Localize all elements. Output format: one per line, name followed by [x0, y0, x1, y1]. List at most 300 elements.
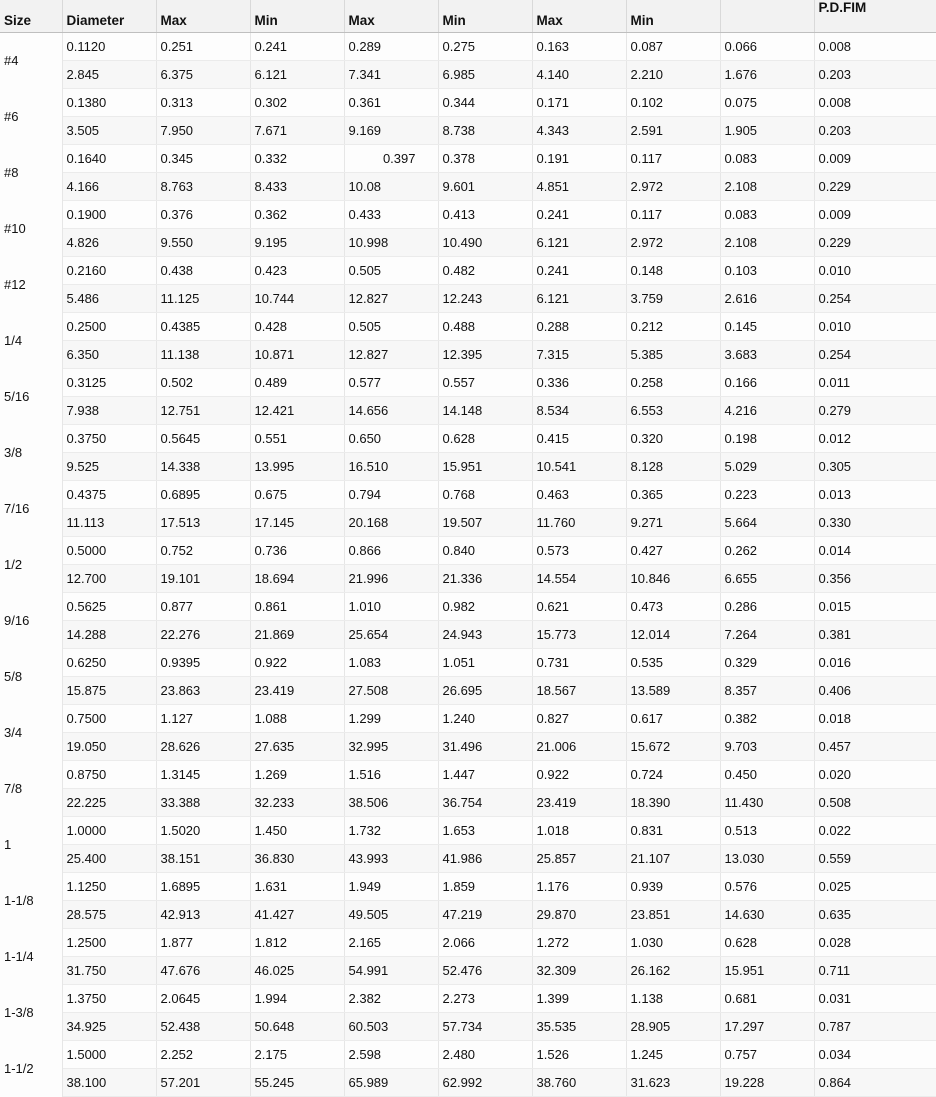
cell-mm-value: 32.233 [250, 789, 344, 817]
cell-mm-value: 0.406 [814, 677, 936, 705]
table-row [0, 285, 936, 313]
table-row [0, 677, 936, 705]
cell-inch-value: 0.415 [532, 425, 626, 453]
table-row [0, 761, 936, 789]
cell-inch-value: 0.576 [720, 873, 814, 901]
cell-mm-value: 55.245 [250, 1069, 344, 1097]
cell-inch-value: 1.399 [532, 985, 626, 1013]
cell-inch-value: 0.557 [438, 369, 532, 397]
cell-mm-value: 16.510 [344, 453, 438, 481]
cell-mm-value: 6.121 [532, 285, 626, 313]
cell-mm-value: 27.635 [250, 733, 344, 761]
cell-mm-value: 14.656 [344, 397, 438, 425]
column-header-diameter: Diameter [62, 0, 156, 33]
column-header-blank [720, 0, 814, 33]
cell-inch-value: 2.0645 [156, 985, 250, 1013]
cell-inch-value: 0.016 [814, 649, 936, 677]
cell-inch-value: 0.1120 [62, 33, 156, 61]
cell-mm-value: 0.229 [814, 173, 936, 201]
cell-inch-value: 1.299 [344, 705, 438, 733]
cell-inch-value: 1.083 [344, 649, 438, 677]
cell-size: 1 [0, 817, 62, 873]
table-row [0, 621, 936, 649]
table-row [0, 61, 936, 89]
cell-mm-value: 21.107 [626, 845, 720, 873]
cell-mm-value: 2.972 [626, 229, 720, 257]
cell-mm-value: 42.913 [156, 901, 250, 929]
cell-size: 3/8 [0, 425, 62, 481]
cell-inch-value: 0.621 [532, 593, 626, 621]
cell-inch-value: 0.3125 [62, 369, 156, 397]
column-header-pd-fim: P.D.FIM [814, 0, 936, 33]
cell-mm-value: 3.759 [626, 285, 720, 313]
cell-mm-value: 5.029 [720, 453, 814, 481]
cell-inch-value: 0.551 [250, 425, 344, 453]
cell-mm-value: 6.350 [62, 341, 156, 369]
cell-mm-value: 19.507 [438, 509, 532, 537]
column-header-max-1: Max [156, 0, 250, 33]
cell-inch-value: 0.6250 [62, 649, 156, 677]
cell-inch-value: 0.320 [626, 425, 720, 453]
cell-inch-value: 0.4375 [62, 481, 156, 509]
cell-mm-value: 7.341 [344, 61, 438, 89]
cell-inch-value: 0.827 [532, 705, 626, 733]
cell-inch-value: 0.034 [814, 1041, 936, 1069]
table-row [0, 397, 936, 425]
cell-size: 1-3/8 [0, 985, 62, 1041]
cell-mm-value: 5.664 [720, 509, 814, 537]
cell-inch-value: 2.252 [156, 1041, 250, 1069]
column-header-max-3: Max [532, 0, 626, 33]
cell-mm-value: 9.169 [344, 117, 438, 145]
cell-mm-value: 7.950 [156, 117, 250, 145]
cell-inch-value: 1.859 [438, 873, 532, 901]
cell-mm-value: 4.851 [532, 173, 626, 201]
cell-inch-value: 0.241 [250, 33, 344, 61]
cell-mm-value: 3.505 [62, 117, 156, 145]
cell-mm-value: 6.985 [438, 61, 532, 89]
cell-mm-value: 31.750 [62, 957, 156, 985]
table-row [0, 1013, 936, 1041]
cell-inch-value: 0.628 [438, 425, 532, 453]
cell-mm-value: 0.635 [814, 901, 936, 929]
cell-inch-value: 2.175 [250, 1041, 344, 1069]
cell-inch-value: 0.011 [814, 369, 936, 397]
cell-inch-value: 0.166 [720, 369, 814, 397]
cell-inch-value: 0.768 [438, 481, 532, 509]
cell-inch-value: 0.675 [250, 481, 344, 509]
cell-inch-value: 0.103 [720, 257, 814, 285]
cell-inch-value: 0.397 [344, 145, 438, 173]
cell-size: #12 [0, 257, 62, 313]
cell-mm-value: 15.951 [438, 453, 532, 481]
cell-inch-value: 0.365 [626, 481, 720, 509]
cell-inch-value: 1.631 [250, 873, 344, 901]
cell-inch-value: 0.008 [814, 89, 936, 117]
cell-mm-value: 5.385 [626, 341, 720, 369]
cell-mm-value: 0.711 [814, 957, 936, 985]
cell-inch-value: 2.382 [344, 985, 438, 1013]
cell-inch-value: 0.831 [626, 817, 720, 845]
table-row [0, 117, 936, 145]
cell-mm-value: 36.830 [250, 845, 344, 873]
cell-mm-value: 52.476 [438, 957, 532, 985]
cell-mm-value: 31.496 [438, 733, 532, 761]
cell-inch-value: 0.617 [626, 705, 720, 733]
cell-inch-value: 0.275 [438, 33, 532, 61]
cell-mm-value: 23.851 [626, 901, 720, 929]
cell-mm-value: 8.433 [250, 173, 344, 201]
cell-mm-value: 18.390 [626, 789, 720, 817]
table-header [0, 0, 936, 33]
cell-size: #4 [0, 33, 62, 89]
cell-inch-value: 0.577 [344, 369, 438, 397]
cell-inch-value: 0.428 [250, 313, 344, 341]
cell-mm-value: 14.338 [156, 453, 250, 481]
cell-size: 7/16 [0, 481, 62, 537]
cell-mm-value: 2.108 [720, 229, 814, 257]
cell-inch-value: 0.117 [626, 201, 720, 229]
cell-inch-value: 0.087 [626, 33, 720, 61]
cell-mm-value: 38.760 [532, 1069, 626, 1097]
cell-mm-value: 57.201 [156, 1069, 250, 1097]
cell-inch-value: 0.251 [156, 33, 250, 61]
cell-size: #8 [0, 145, 62, 201]
cell-inch-value: 0.423 [250, 257, 344, 285]
cell-mm-value: 32.309 [532, 957, 626, 985]
cell-inch-value: 2.273 [438, 985, 532, 1013]
cell-mm-value: 9.703 [720, 733, 814, 761]
cell-mm-value: 62.992 [438, 1069, 532, 1097]
cell-mm-value: 4.826 [62, 229, 156, 257]
cell-inch-value: 0.262 [720, 537, 814, 565]
cell-mm-value: 34.925 [62, 1013, 156, 1041]
table-body [0, 33, 936, 1097]
cell-inch-value: 0.5625 [62, 593, 156, 621]
cell-mm-value: 11.430 [720, 789, 814, 817]
cell-inch-value: 0.866 [344, 537, 438, 565]
cell-inch-value: 0.015 [814, 593, 936, 621]
cell-mm-value: 4.216 [720, 397, 814, 425]
header-row [0, 0, 936, 33]
cell-mm-value: 19.101 [156, 565, 250, 593]
column-header-min-2: Min [438, 0, 532, 33]
cell-mm-value: 15.773 [532, 621, 626, 649]
cell-inch-value: 0.505 [344, 257, 438, 285]
cell-inch-value: 0.438 [156, 257, 250, 285]
cell-mm-value: 21.006 [532, 733, 626, 761]
table-row [0, 229, 936, 257]
cell-inch-value: 1.030 [626, 929, 720, 957]
cell-inch-value: 1.269 [250, 761, 344, 789]
cell-mm-value: 60.503 [344, 1013, 438, 1041]
cell-inch-value: 0.102 [626, 89, 720, 117]
cell-mm-value: 43.993 [344, 845, 438, 873]
cell-inch-value: 1.018 [532, 817, 626, 845]
cell-mm-value: 13.030 [720, 845, 814, 873]
cell-inch-value: 0.010 [814, 313, 936, 341]
cell-inch-value: 0.223 [720, 481, 814, 509]
cell-inch-value: 0.433 [344, 201, 438, 229]
cell-mm-value: 28.905 [626, 1013, 720, 1041]
cell-inch-value: 0.286 [720, 593, 814, 621]
column-header-min-3: Min [626, 0, 720, 33]
cell-mm-value: 7.315 [532, 341, 626, 369]
cell-size: 1-1/8 [0, 873, 62, 929]
cell-mm-value: 10.541 [532, 453, 626, 481]
cell-mm-value: 4.140 [532, 61, 626, 89]
cell-mm-value: 0.330 [814, 509, 936, 537]
cell-inch-value: 0.8750 [62, 761, 156, 789]
cell-mm-value: 0.203 [814, 61, 936, 89]
cell-mm-value: 0.305 [814, 453, 936, 481]
cell-inch-value: 1.5000 [62, 1041, 156, 1069]
cell-inch-value: 0.840 [438, 537, 532, 565]
cell-inch-value: 1.653 [438, 817, 532, 845]
cell-mm-value: 33.388 [156, 789, 250, 817]
cell-mm-value: 10.871 [250, 341, 344, 369]
cell-inch-value: 0.681 [720, 985, 814, 1013]
cell-mm-value: 11.125 [156, 285, 250, 313]
cell-mm-value: 31.623 [626, 1069, 720, 1097]
cell-inch-value: 0.6895 [156, 481, 250, 509]
cell-mm-value: 14.554 [532, 565, 626, 593]
cell-mm-value: 38.151 [156, 845, 250, 873]
cell-inch-value: 0.289 [344, 33, 438, 61]
cell-mm-value: 12.827 [344, 285, 438, 313]
cell-inch-value: 0.014 [814, 537, 936, 565]
cell-mm-value: 0.254 [814, 341, 936, 369]
cell-mm-value: 0.559 [814, 845, 936, 873]
cell-inch-value: 1.245 [626, 1041, 720, 1069]
table-row [0, 509, 936, 537]
cell-mm-value: 2.591 [626, 117, 720, 145]
cell-inch-value: 1.877 [156, 929, 250, 957]
cell-inch-value: 0.241 [532, 257, 626, 285]
cell-inch-value: 1.3750 [62, 985, 156, 1013]
cell-mm-value: 47.219 [438, 901, 532, 929]
cell-mm-value: 38.506 [344, 789, 438, 817]
cell-mm-value: 26.162 [626, 957, 720, 985]
cell-mm-value: 5.486 [62, 285, 156, 313]
cell-inch-value: 0.313 [156, 89, 250, 117]
cell-mm-value: 0.229 [814, 229, 936, 257]
table-row [0, 425, 936, 453]
cell-mm-value: 7.264 [720, 621, 814, 649]
cell-mm-value: 6.121 [250, 61, 344, 89]
cell-mm-value: 10.846 [626, 565, 720, 593]
cell-inch-value: 0.336 [532, 369, 626, 397]
cell-inch-value: 0.344 [438, 89, 532, 117]
cell-inch-value: 0.450 [720, 761, 814, 789]
cell-mm-value: 17.145 [250, 509, 344, 537]
table-row [0, 173, 936, 201]
cell-mm-value: 49.505 [344, 901, 438, 929]
cell-inch-value: 1.5020 [156, 817, 250, 845]
cell-inch-value: 0.020 [814, 761, 936, 789]
cell-inch-value: 0.489 [250, 369, 344, 397]
cell-mm-value: 52.438 [156, 1013, 250, 1041]
cell-mm-value: 12.395 [438, 341, 532, 369]
cell-inch-value: 0.488 [438, 313, 532, 341]
cell-mm-value: 7.938 [62, 397, 156, 425]
cell-mm-value: 15.875 [62, 677, 156, 705]
cell-mm-value: 25.400 [62, 845, 156, 873]
cell-inch-value: 1.447 [438, 761, 532, 789]
cell-inch-value: 1.272 [532, 929, 626, 957]
cell-inch-value: 0.513 [720, 817, 814, 845]
cell-inch-value: 0.573 [532, 537, 626, 565]
cell-inch-value: 0.031 [814, 985, 936, 1013]
cell-mm-value: 0.279 [814, 397, 936, 425]
cell-inch-value: 0.198 [720, 425, 814, 453]
cell-inch-value: 0.650 [344, 425, 438, 453]
cell-inch-value: 0.083 [720, 145, 814, 173]
cell-mm-value: 8.738 [438, 117, 532, 145]
cell-mm-value: 18.694 [250, 565, 344, 593]
cell-mm-value: 8.763 [156, 173, 250, 201]
table-row [0, 649, 936, 677]
cell-mm-value: 28.575 [62, 901, 156, 929]
cell-inch-value: 0.482 [438, 257, 532, 285]
cell-inch-value: 1.994 [250, 985, 344, 1013]
cell-mm-value: 41.427 [250, 901, 344, 929]
cell-mm-value: 20.168 [344, 509, 438, 537]
cell-inch-value: 0.2500 [62, 313, 156, 341]
cell-inch-value: 0.013 [814, 481, 936, 509]
cell-inch-value: 0.022 [814, 817, 936, 845]
cell-mm-value: 2.616 [720, 285, 814, 313]
cell-mm-value: 13.995 [250, 453, 344, 481]
cell-inch-value: 0.473 [626, 593, 720, 621]
table-row [0, 705, 936, 733]
table-row [0, 341, 936, 369]
column-header-min-1: Min [250, 0, 344, 33]
cell-mm-value: 25.654 [344, 621, 438, 649]
cell-mm-value: 11.760 [532, 509, 626, 537]
cell-inch-value: 0.1640 [62, 145, 156, 173]
cell-mm-value: 15.951 [720, 957, 814, 985]
cell-inch-value: 0.010 [814, 257, 936, 285]
cell-inch-value: 0.5000 [62, 537, 156, 565]
cell-inch-value: 0.117 [626, 145, 720, 173]
cell-inch-value: 0.008 [814, 33, 936, 61]
cell-mm-value: 26.695 [438, 677, 532, 705]
cell-mm-value: 41.986 [438, 845, 532, 873]
cell-inch-value: 0.302 [250, 89, 344, 117]
cell-inch-value: 0.025 [814, 873, 936, 901]
table-row [0, 817, 936, 845]
cell-mm-value: 28.626 [156, 733, 250, 761]
cell-inch-value: 0.288 [532, 313, 626, 341]
table-row [0, 89, 936, 117]
cell-inch-value: 0.463 [532, 481, 626, 509]
cell-inch-value: 1.949 [344, 873, 438, 901]
cell-inch-value: 0.1900 [62, 201, 156, 229]
cell-inch-value: 0.502 [156, 369, 250, 397]
cell-inch-value: 1.526 [532, 1041, 626, 1069]
cell-inch-value: 1.127 [156, 705, 250, 733]
cell-mm-value: 9.601 [438, 173, 532, 201]
cell-mm-value: 9.525 [62, 453, 156, 481]
cell-mm-value: 36.754 [438, 789, 532, 817]
table-row [0, 733, 936, 761]
cell-inch-value: 0.362 [250, 201, 344, 229]
cell-mm-value: 8.534 [532, 397, 626, 425]
cell-mm-value: 17.513 [156, 509, 250, 537]
cell-mm-value: 0.787 [814, 1013, 936, 1041]
cell-inch-value: 1.6895 [156, 873, 250, 901]
cell-size: 5/8 [0, 649, 62, 705]
cell-mm-value: 21.996 [344, 565, 438, 593]
cell-mm-value: 6.121 [532, 229, 626, 257]
cell-mm-value: 9.195 [250, 229, 344, 257]
cell-inch-value: 1.2500 [62, 929, 156, 957]
cell-inch-value: 0.066 [720, 33, 814, 61]
cell-mm-value: 0.203 [814, 117, 936, 145]
cell-inch-value: 0.505 [344, 313, 438, 341]
cell-inch-value: 1.0000 [62, 817, 156, 845]
cell-inch-value: 0.361 [344, 89, 438, 117]
cell-mm-value: 1.905 [720, 117, 814, 145]
cell-inch-value: 0.332 [250, 145, 344, 173]
cell-mm-value: 2.972 [626, 173, 720, 201]
cell-inch-value: 2.066 [438, 929, 532, 957]
cell-inch-value: 1.732 [344, 817, 438, 845]
cell-inch-value: 0.922 [532, 761, 626, 789]
cell-mm-value: 21.336 [438, 565, 532, 593]
cell-inch-value: 1.516 [344, 761, 438, 789]
cell-mm-value: 12.700 [62, 565, 156, 593]
cell-size: #6 [0, 89, 62, 145]
cell-inch-value: 0.083 [720, 201, 814, 229]
cell-mm-value: 14.288 [62, 621, 156, 649]
cell-inch-value: 0.075 [720, 89, 814, 117]
cell-inch-value: 0.012 [814, 425, 936, 453]
cell-inch-value: 0.752 [156, 537, 250, 565]
cell-mm-value: 19.050 [62, 733, 156, 761]
cell-inch-value: 0.382 [720, 705, 814, 733]
cell-mm-value: 0.356 [814, 565, 936, 593]
cell-mm-value: 65.989 [344, 1069, 438, 1097]
cell-mm-value: 24.943 [438, 621, 532, 649]
cell-mm-value: 11.138 [156, 341, 250, 369]
cell-size: 9/16 [0, 593, 62, 649]
table-row [0, 789, 936, 817]
cell-mm-value: 35.535 [532, 1013, 626, 1041]
cell-mm-value: 29.870 [532, 901, 626, 929]
cell-inch-value: 0.861 [250, 593, 344, 621]
cell-mm-value: 22.225 [62, 789, 156, 817]
cell-inch-value: 0.736 [250, 537, 344, 565]
cell-mm-value: 9.550 [156, 229, 250, 257]
cell-mm-value: 22.276 [156, 621, 250, 649]
table-row [0, 145, 936, 173]
cell-mm-value: 57.734 [438, 1013, 532, 1041]
cell-inch-value: 0.535 [626, 649, 720, 677]
table-row [0, 957, 936, 985]
cell-inch-value: 0.148 [626, 257, 720, 285]
cell-mm-value: 13.589 [626, 677, 720, 705]
cell-inch-value: 0.018 [814, 705, 936, 733]
cell-inch-value: 1.1250 [62, 873, 156, 901]
cell-mm-value: 4.166 [62, 173, 156, 201]
cell-inch-value: 0.376 [156, 201, 250, 229]
cell-inch-value: 0.191 [532, 145, 626, 173]
cell-inch-value: 0.427 [626, 537, 720, 565]
cell-mm-value: 12.243 [438, 285, 532, 313]
cell-mm-value: 14.148 [438, 397, 532, 425]
